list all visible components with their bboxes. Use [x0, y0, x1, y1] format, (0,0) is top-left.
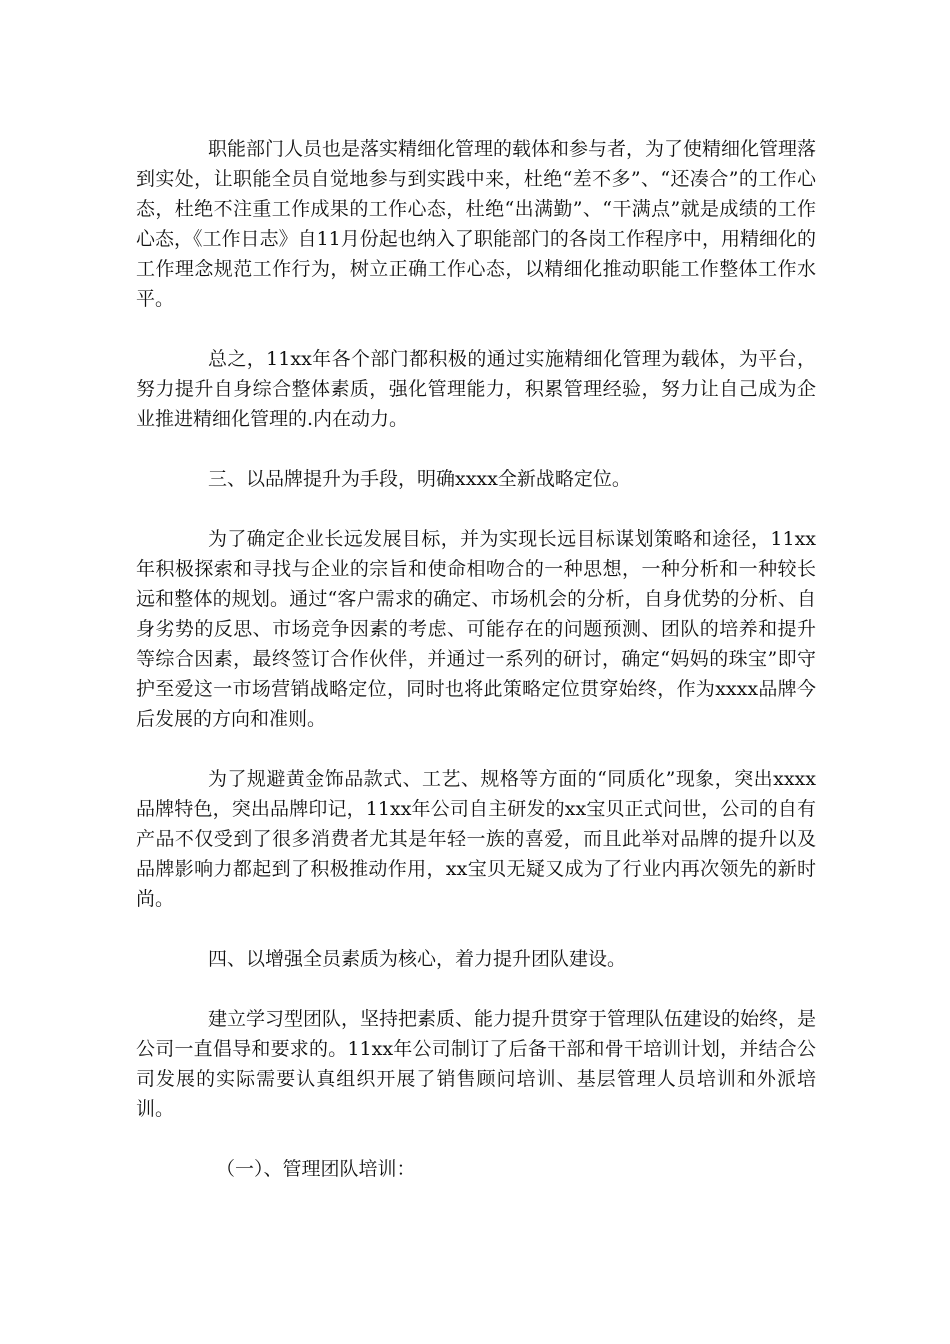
paragraph-brand-features: 为了规避黄金饰品款式、工艺、规格等方面的“同质化”现象，突出xxxx品牌特色，突出品牌印记，11xx年公司自主研发的xx宝贝正式问世，公司的自有产品不仅受到了很多消费者尤其是年轻一族的喜爱，而且此举对品牌的提升以及品牌影响力都起到了积极推动作用，xx宝贝无疑又成为了行业内再次领先的新时尚。 [136, 768, 816, 910]
section-heading-brand: 三、以品牌提升为手段，明确xxxx全新战略定位。 [208, 468, 631, 490]
paragraph-learning-team: 建立学习型团队，坚持把素质、能力提升贯穿于管理队伍建设的始终，是公司一直倡导和要求的。11xx年公司制订了后备干部和骨干培训计划，并结合公司发展的实际需要认真组织开展了销售顾问培训、基层管理人员培训和外派培训。 [136, 1008, 817, 1120]
section-heading-team: 四、以增强全员素质为核心，着力提升团队建设。 [208, 948, 627, 970]
paragraph-functional-departments: 职能部门人员也是落实精细化管理的载体和参与者，为了使精细化管理落到实处，让职能全员自觉地参与到实践中来，杜绝“差不多”、“还凑合”的工作心态，杜绝不注重工作成果的工作心态，杜绝“出满勤”、“干满点”就是成绩的工作心态，《工作日志》自11月份起也纳入了职能部门的各岗工作程序中，用精细化的工作理念规范工作行为，树立正确工作心态，以精细化推动职能工作整体工作水平。 [136, 138, 817, 310]
paragraph-strategy: 为了确定企业长远发展目标，并为实现长远目标谋划策略和途径，11xx年积极探索和寻找与企业的宗旨和使命相吻合的一种思想，一种分析和一种较长远和整体的规划。通过“客户需求的确定、市场机会的分析，自身优势的分析、自身劣势的反思、市场竞争因素的考虑、可能存在的问题预测、团队的培养和提升等综合因素，最终签订合作伙伴，并通过一系列的研讨，确定“妈妈的珠宝”即守护至爱这一市场营销战略定位，同时也将此策略定位贯穿始终，作为xxxx品牌今后发展的方向和准则。 [136, 528, 816, 730]
paragraph-summary: 总之，11xx年各个部门都积极的通过实施精细化管理为载体，为平台，努力提升自身综合整体素质，强化管理能力，积累管理经验，努力让自己成为企业推进精细化管理的.内在动力。 [136, 348, 816, 430]
document-page [136, 134, 816, 1214]
subheading-management-training: （一）、管理团队培训： [216, 1158, 416, 1180]
